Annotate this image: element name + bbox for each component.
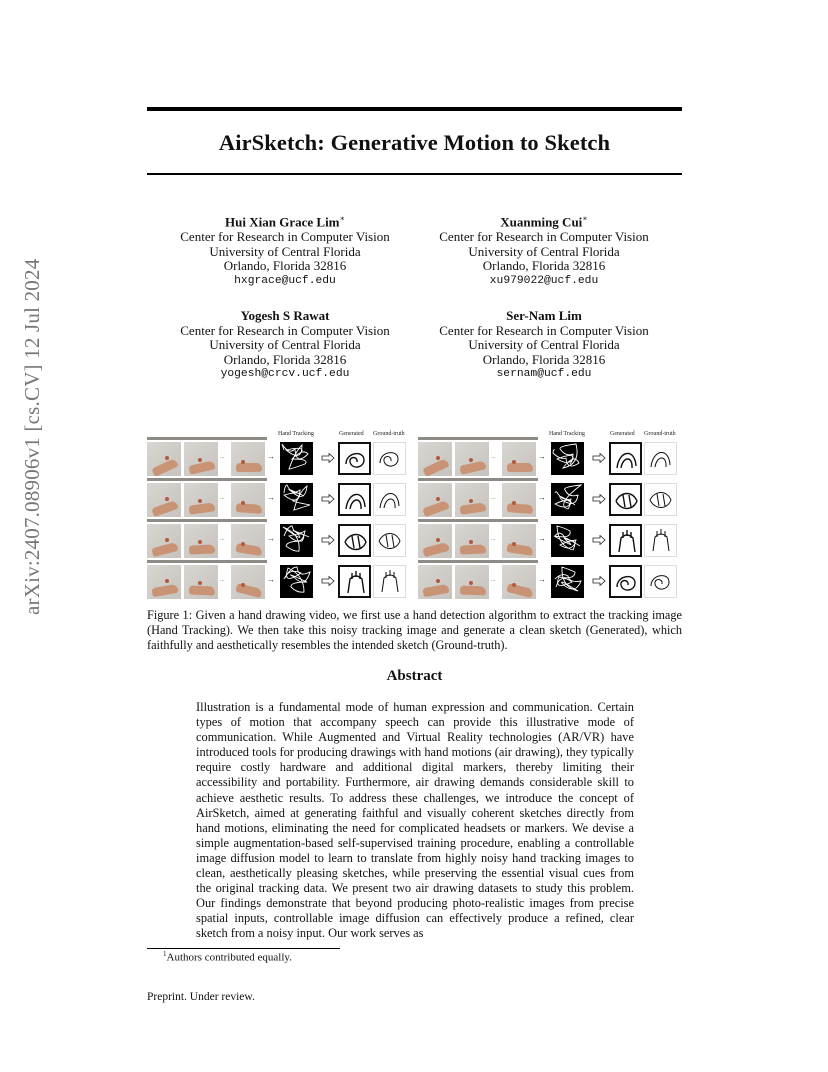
- ground-truth-sketch: [644, 565, 677, 598]
- video-frame: [147, 565, 181, 599]
- fingertip-marker: [469, 540, 473, 544]
- frame-strip-bar: [418, 437, 538, 440]
- sketch-stroke: [619, 530, 635, 552]
- hand-shape: [189, 586, 215, 596]
- arxiv-identifier: arXiv:2407.08906v1 [cs.CV] 12 Jul 2024: [20, 258, 44, 615]
- author-affiliation-text: Center for Research in Computer Vision: [439, 322, 649, 338]
- hand-shape: [422, 500, 450, 517]
- frame-ellipsis: ...: [491, 577, 496, 583]
- tracking-stroke: [555, 567, 581, 591]
- fingertip-marker: [241, 460, 245, 464]
- author-affiliation: [155, 230, 415, 245]
- video-frame: [147, 524, 181, 558]
- generate-arrow-icon: [592, 453, 606, 463]
- author-email[interactable]: [414, 367, 674, 382]
- author-university: [155, 245, 415, 260]
- hand-tracking-image: [551, 565, 584, 598]
- generated-sketch: [338, 565, 371, 598]
- hand-shape: [151, 584, 178, 597]
- equal-contribution-mark: ∗: [582, 214, 588, 223]
- video-frame: [231, 483, 265, 517]
- author-university-text: University of Central Florida: [468, 337, 620, 353]
- fingertip-marker: [436, 579, 440, 583]
- arrow-right-icon: →: [538, 493, 546, 502]
- author-university-text: University of Central Florida: [468, 243, 620, 259]
- author-entry: [414, 309, 674, 382]
- author-affiliation: [155, 324, 415, 339]
- hand-shape: [507, 503, 534, 514]
- fingertip-marker: [241, 501, 245, 505]
- ground-truth-sketch: [644, 483, 677, 516]
- hand-shape: [151, 458, 178, 476]
- frame-ellipsis: ...: [220, 577, 225, 583]
- hand-tracking-image: [280, 442, 313, 475]
- hand-shape: [506, 583, 533, 598]
- hand-shape: [460, 586, 486, 596]
- tracking-stroke: [554, 526, 580, 550]
- author-location: [414, 259, 674, 274]
- sketch-stroke: [348, 571, 364, 593]
- generated-sketch: [609, 483, 642, 516]
- figure-panel: [418, 431, 678, 603]
- generated-sketch: [338, 442, 371, 475]
- hand-tracking-image: [551, 524, 584, 557]
- author-university-text: University of Central Florida: [209, 243, 361, 259]
- author-location: [414, 353, 674, 368]
- author-university-text: University of Central Florida: [209, 337, 361, 353]
- fingertip-marker: [198, 458, 202, 462]
- sketch-stroke: [617, 577, 635, 590]
- fingertip-marker: [512, 501, 516, 505]
- fingertip-marker: [241, 542, 245, 546]
- fingertip-marker: [469, 499, 473, 503]
- video-frame: [455, 483, 489, 517]
- footnote-rule: [147, 948, 340, 949]
- paper-title: AirSketch: Generative Motion to Sketch: [218, 130, 611, 155]
- ground-truth-sketch: [373, 483, 406, 516]
- hand-shape: [236, 503, 263, 514]
- arrow-shape: [593, 454, 605, 463]
- sketch-stroke: [346, 494, 365, 509]
- video-frame: [455, 442, 489, 476]
- sketch-stroke: [616, 494, 637, 509]
- title-top-rule: [147, 107, 682, 111]
- tracking-stroke: [284, 485, 310, 510]
- author-affiliation: [414, 324, 674, 339]
- footnote: [163, 950, 292, 964]
- ground-truth-sketch: [644, 442, 677, 475]
- sketch-stroke: [379, 534, 400, 549]
- author-email[interactable]: [155, 367, 415, 382]
- hand-tracking-image: [280, 483, 313, 516]
- ground-truth-sketch: [644, 524, 677, 557]
- fingertip-marker: [198, 581, 202, 585]
- arrow-right-icon: →: [267, 534, 275, 543]
- hand-shape: [422, 542, 449, 557]
- author-affiliation-text: Center for Research in Computer Vision: [439, 228, 649, 244]
- generated-sketch: [338, 524, 371, 557]
- ground-truth-sketch: [373, 524, 406, 557]
- fingertip-marker: [165, 456, 169, 460]
- generate-arrow-icon: [321, 494, 335, 504]
- video-frame: [184, 483, 218, 517]
- author-entry: [414, 212, 674, 288]
- author-entry: [155, 212, 415, 288]
- arrow-right-icon: →: [267, 452, 275, 461]
- author-affiliation: [414, 230, 674, 245]
- author-name-text: Xuanming Cui: [500, 214, 583, 230]
- video-frame: [418, 483, 452, 517]
- sketch-stroke: [650, 493, 671, 508]
- fingertip-marker: [469, 458, 473, 462]
- author-email[interactable]: [155, 274, 415, 289]
- video-frame: [231, 442, 265, 476]
- tracking-stroke: [555, 485, 581, 509]
- author-email[interactable]: [414, 274, 674, 289]
- author-email-text: xu979022@ucf.edu: [489, 274, 599, 287]
- figure-panel: [147, 431, 407, 603]
- tracking-stroke: [283, 526, 309, 551]
- author-name: [414, 212, 674, 230]
- video-frame: [418, 442, 452, 476]
- hand-shape: [460, 502, 487, 515]
- hand-shape: [422, 584, 449, 597]
- video-frame: [231, 524, 265, 558]
- author-affiliation-text: Center for Research in Computer Vision: [180, 322, 390, 338]
- hand-shape: [459, 460, 486, 475]
- frame-strip-bar: [418, 519, 538, 522]
- frame-strip-bar: [418, 560, 538, 563]
- generate-arrow-icon: [321, 535, 335, 545]
- author-email-text: yogesh@crcv.ucf.edu: [220, 368, 350, 381]
- fingertip-marker: [512, 583, 516, 587]
- video-frame: [418, 524, 452, 558]
- title-bottom-rule: [147, 173, 682, 175]
- sketch-stroke: [380, 453, 398, 466]
- fingertip-marker: [469, 581, 473, 585]
- arrow-right-icon: →: [538, 575, 546, 584]
- video-frame: [231, 565, 265, 599]
- video-frame: [502, 524, 536, 558]
- author-university: [414, 245, 674, 260]
- tracking-stroke: [282, 444, 308, 469]
- arrow-shape: [322, 577, 334, 586]
- frame-strip-bar: [147, 560, 267, 563]
- video-frame: [184, 524, 218, 558]
- video-frame: [418, 565, 452, 599]
- arrow-right-icon: →: [538, 452, 546, 461]
- sketch-stroke: [380, 493, 399, 508]
- tracking-stroke: [553, 444, 579, 468]
- author-email-text: hxgrace@ucf.edu: [234, 274, 336, 287]
- video-frame: [147, 483, 181, 517]
- author-email-text: sernam@ucf.edu: [496, 368, 592, 381]
- arrow-right-icon: →: [267, 493, 275, 502]
- frame-ellipsis: ...: [220, 536, 225, 542]
- video-frame: [184, 565, 218, 599]
- video-frame: [502, 565, 536, 599]
- frame-strip-bar: [418, 478, 538, 481]
- figure-column-label: Hand Tracking: [549, 431, 585, 437]
- ground-truth-sketch: [373, 565, 406, 598]
- hand-shape: [189, 544, 215, 554]
- author-name-text: Ser-Nam Lim: [506, 308, 582, 323]
- hand-shape: [151, 542, 178, 557]
- author-entry: [155, 309, 415, 382]
- footnote-mark: 1: [163, 950, 167, 958]
- sketch-stroke: [653, 529, 669, 551]
- video-frame: [184, 442, 218, 476]
- abstract-body: Illustration is a fundamental mode of human expression and communication. Certain types of motion that accompany speech can provide this illustrative mode of communication. While Augmented and Virtual Reality technologies (AR/VR) have introduced tools for producing drawings with hand motions (air drawing), they typically require costly hardware and additional digital markers, thereby limiting their accessibility and portability. Furthermore, air drawing demands considerable skill to achieve aesthetic results. To address these challenges, we introduce the concept of AirSketch, aimed at generating faithful and visually coherent sketches directly from hand motions, eliminating the need for complicated headsets or markers. We devise a simple augmentation-based self-supervised training procedure, enabling a controllable image diffusion model to learn to translate from highly noisy hand tracking images to clean, aesthetically pleasing sketches, while preserving the essential visual cues from the original tracking data. We present two air drawing datasets to study this problem. Our findings demonstrate that beyond producing photo-realistic images from precise spatial inputs, controllable image diffusion can effectively produce a refined, clear sketch from a noisy input. Our work serves as: [196, 700, 634, 941]
- preprint-note: Preprint. Under review.: [147, 991, 255, 1003]
- arrow-shape: [593, 495, 605, 504]
- tracking-stroke: [284, 567, 310, 592]
- author-affiliation-text: Center for Research in Computer Vision: [180, 228, 390, 244]
- generate-arrow-icon: [592, 494, 606, 504]
- hand-tracking-image: [551, 442, 584, 475]
- hand-shape: [235, 543, 262, 556]
- arrow-shape: [322, 536, 334, 545]
- figure-column-label: Generated: [339, 431, 364, 437]
- author-location-text: Orlando, Florida 32816: [223, 351, 347, 367]
- sketch-stroke: [617, 453, 636, 468]
- fingertip-marker: [512, 542, 516, 546]
- hand-tracking-image: [551, 483, 584, 516]
- author-name-text: Hui Xian Grace Lim: [225, 214, 340, 230]
- hand-shape: [189, 502, 216, 515]
- author-university: [155, 338, 415, 353]
- generate-arrow-icon: [592, 576, 606, 586]
- author-location-text: Orlando, Florida 32816: [223, 258, 347, 274]
- sketch-stroke: [651, 452, 670, 467]
- video-frame: [455, 524, 489, 558]
- frame-strip-bar: [147, 478, 267, 481]
- fingertip-marker: [241, 583, 245, 587]
- generated-sketch: [609, 442, 642, 475]
- arrow-right-icon: →: [538, 534, 546, 543]
- generated-sketch: [609, 565, 642, 598]
- figure-column-label: Hand Tracking: [278, 431, 314, 437]
- fingertip-marker: [165, 579, 169, 583]
- frame-ellipsis: ...: [491, 495, 496, 501]
- fingertip-marker: [512, 460, 516, 464]
- author-location-text: Orlando, Florida 32816: [482, 351, 606, 367]
- author-name-text: Yogesh S Rawat: [240, 308, 330, 323]
- hand-shape: [422, 458, 449, 476]
- frame-ellipsis: ...: [220, 454, 225, 460]
- author-location-text: Orlando, Florida 32816: [482, 258, 606, 274]
- frame-strip-bar: [147, 437, 267, 440]
- fingertip-marker: [165, 538, 169, 542]
- hand-shape: [188, 460, 215, 475]
- figure-column-label: Ground-truth: [644, 431, 676, 437]
- figure-column-label: Generated: [610, 431, 635, 437]
- author-university: [414, 338, 674, 353]
- fingertip-marker: [436, 497, 440, 501]
- fingertip-marker: [436, 456, 440, 460]
- fingertip-marker: [165, 497, 169, 501]
- video-frame: [502, 442, 536, 476]
- figure-column-label: Ground-truth: [373, 431, 405, 437]
- abstract-heading: Abstract: [386, 668, 443, 684]
- arrow-shape: [322, 454, 334, 463]
- generate-arrow-icon: [321, 576, 335, 586]
- equal-contribution-mark: ∗: [339, 214, 345, 223]
- arrow-shape: [322, 495, 334, 504]
- hand-tracking-image: [280, 524, 313, 557]
- author-location: [155, 259, 415, 274]
- generate-arrow-icon: [592, 535, 606, 545]
- ground-truth-sketch: [373, 442, 406, 475]
- hand-shape: [507, 463, 533, 472]
- sketch-stroke: [345, 535, 366, 550]
- figure-caption: Figure 1: Given a hand drawing video, we first use a hand detection algorithm to extract the tracking image (Hand Tracking). We then take this noisy tracking image and generate a clean sketch (Generated), which faithfully and aesthetically resembles the intended sketch (Ground-truth).: [147, 608, 682, 653]
- fingertip-marker: [436, 538, 440, 542]
- generate-arrow-icon: [321, 453, 335, 463]
- fingertip-marker: [198, 540, 202, 544]
- video-frame: [502, 483, 536, 517]
- author-name: [414, 309, 674, 324]
- hand-shape: [236, 463, 262, 472]
- sketch-stroke: [346, 454, 364, 467]
- sketch-stroke: [651, 576, 669, 589]
- frame-ellipsis: ...: [220, 495, 225, 501]
- author-name: [155, 212, 415, 230]
- frame-strip-bar: [147, 519, 267, 522]
- video-frame: [147, 442, 181, 476]
- hand-tracking-image: [280, 565, 313, 598]
- frame-ellipsis: ...: [491, 536, 496, 542]
- author-location: [155, 353, 415, 368]
- arrow-shape: [593, 536, 605, 545]
- frame-ellipsis: ...: [491, 454, 496, 460]
- hand-shape: [506, 543, 533, 556]
- author-name: [155, 309, 415, 324]
- hand-shape: [460, 544, 486, 554]
- fingertip-marker: [198, 499, 202, 503]
- video-frame: [455, 565, 489, 599]
- arrow-right-icon: →: [267, 575, 275, 584]
- footnote-text: Authors contributed equally.: [166, 951, 292, 964]
- arrow-shape: [593, 577, 605, 586]
- hand-shape: [235, 583, 262, 598]
- generated-sketch: [609, 524, 642, 557]
- generated-sketch: [338, 483, 371, 516]
- sketch-stroke: [382, 570, 398, 592]
- hand-shape: [151, 500, 179, 517]
